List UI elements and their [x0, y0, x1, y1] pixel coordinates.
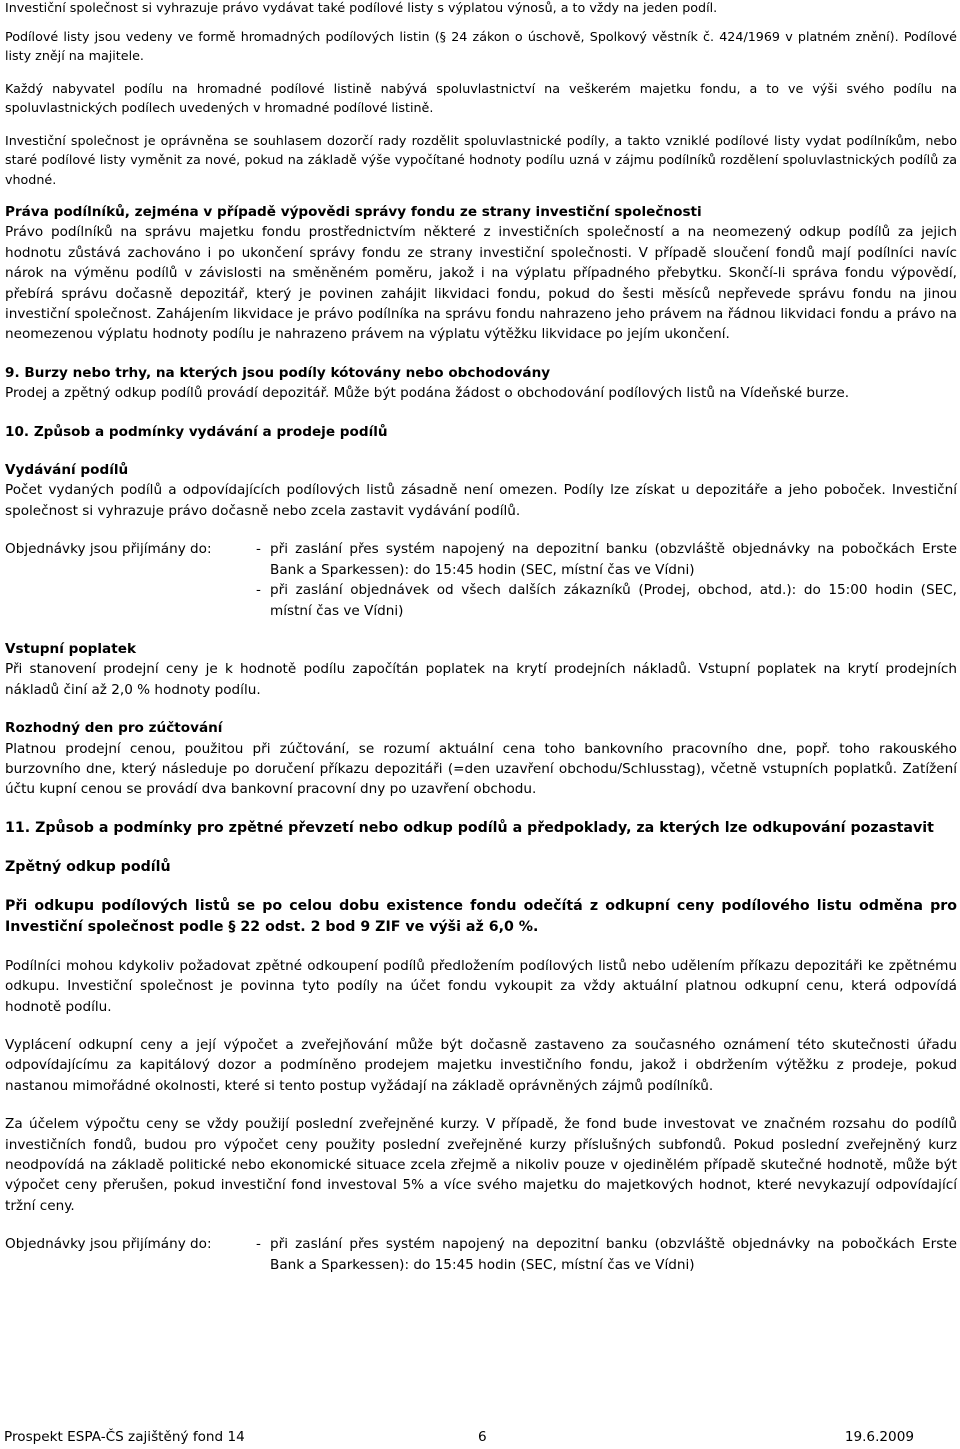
settlement-day-heading: Rozhodný den pro zúčtování [5, 720, 223, 737]
orders-item [256, 539, 957, 580]
intro-paragraph-3: Každý nabyvatel podílu na hromadné podílové listině nabývá spoluvlastnictví na veškerém majetku fondu, a to ve výši svého podílu na spoluvlastnických podílech uvedených v hromadné podílové listině. [5, 80, 957, 115]
orders-item-text: při zaslání objednávek od všech dalších zákazníků (Prodej, obchod, atd.): do 15:00 hodin (SEC, místní čas ve Vídni) [270, 582, 957, 619]
footer-page-number: 6 [478, 1429, 487, 1445]
settlement-day-text: Platnou prodejní cenou, použitou při zúčtování, se rozumí aktuální cena toho bankovního pracovního dne, popř. toho rakouského burzovního dne, který následuje po doručení příkazu depozitáři (=den uzavření obchodu/Schlusstag), včetně vstupních poplatků. Zatížení účtu kupní cenou se provádí dva bankovní pracovní dny po uzavření obchodu. [5, 740, 957, 798]
footer-date: 19.6.2009 [844, 1429, 914, 1445]
entry-fee-text: Při stanovení prodejní ceny je k hodnotě podílu započítán poplatek na krytí prodejních nákladů. Vstupní poplatek na krytí prodejních nákladů činí až 2,0 % hodnoty podílu. [5, 661, 957, 698]
section-9-text: Prodej a zpětný odkup podílů provádí depozitář. Může být podána žádost o obchodování podílových listů na Vídeňské burze. [5, 385, 850, 402]
buyback-paragraph-2: Vyplácení odkupní ceny a její výpočet a zveřejňování může být dočasně zastaveno za současného oznámení této skutečnosti úřadu odpovídajícímu za kapitálový dozor a podmíněno prodejem majetku investičního fondu, jakož i obdržením výtěžku z prodeje, pokud nastanou mimořádné okolnosti, které si tento postup vyžádají na základě oprávněných zájmů podílníků. [5, 1036, 957, 1094]
section-10-heading: 10. Způsob a podmínky vydávání a prodeje podílů [5, 423, 388, 440]
dash-bullet: - [256, 582, 261, 599]
orders-item [256, 580, 957, 621]
issuing-text: Počet vydaných podílů a odpovídajících podílových listů zásadně není omezen. Podíly lze získat u depozitáře a jeho poboček. Investiční společnost si vyhrazuje právo dočasně nebo zcela zastavit vydávání podílů. [5, 482, 957, 519]
orders-list [256, 1234, 957, 1275]
entry-fee-heading: Vstupní poplatek [5, 640, 136, 657]
section-11-heading: 11. Způsob a podmínky pro zpětné převzetí nebo odkup podílů a předpoklady, za kterých lze odkupování pozastavit [5, 819, 934, 836]
intro-paragraph-1: Investiční společnost si vyhrazuje právo vydávat také podílové listy s výplatou výnosů, a to vždy na jeden podíl. [5, 0, 718, 15]
dash-bullet: - [256, 1236, 261, 1253]
document-page [5, 0, 957, 1275]
orders-label: Objednávky jsou přijímány do: [5, 1236, 212, 1253]
footer-document-title: Prospekt ESPA-ČS zajištěný fond 14 [4, 1429, 245, 1445]
buyback-paragraph-1: Podílníci mohou kdykoliv požadovat zpětné odkoupení podílů předložením podílových listů nebo udělením příkazu depozitáři ke zpětnému odkupu. Investiční společnost je povinna tyto podíly na účet fondu vykoupit za vždy aktuální platnou odkupní cenu, která odpovídá hodnotě podílu. [5, 957, 957, 1015]
orders-label: Objednávky jsou přijímány do: [5, 541, 212, 558]
intro-paragraph-4: Investiční společnost je oprávněna se souhlasem dozorčí rady rozdělit spoluvlastnické podíly, a takto vzniklé podílové listy vydat podílníkům, nebo staré podílové listy vyměnit za nové, pokud na základě výše vypočítané hodnoty podílu uzná v zájmu podílníků rozdělení spoluvlastnických podílů za vhodné. [5, 132, 957, 187]
intro-paragraph-2: Podílové listy jsou vedeny ve formě hromadných podílových listin (§ 24 zákon o úschově, Spolkový věstník č. 424/1969 v platném znění). Podílové listy znějí na majitele. [5, 28, 957, 63]
dash-bullet: - [256, 541, 261, 558]
buyback-heading: Zpětný odkup podílů [5, 858, 171, 875]
rights-text: Právo podílníků na správu majetku fondu prostřednictvím některé z investičních společností a na neomezený odkup podílů za jejich hodnotu zůstává zachováno i po ukončení správy fondu ze strany investiční společnosti. V případě sloučení fondů mají podílníci navíc nárok na výměnu podílů v závislosti na směněném poměru, jakož i na výplatu případného přebytku. Skončí-li správa fondu výpovědí, přebírá správu dočasně depozitář, který je povinen zahájit likvidaci fondu, pokud do šesti měsíců nepřevede správu fondu na jinou investiční společnost. Zahájením likvidace je právo podílníka na správu fondu nahrazeno jeho právem na řádnou likvidaci fondu a právo na neomezenou výplatu hodnoty podílu je nahrazeno právem na výplatu výtěžku likvidace po jejím ukončení. [5, 224, 957, 343]
orders-item-text: při zaslání přes systém napojený na depozitní banku (obzvláště objednávky na pobočkách Erste Bank a Sparkessen): do 15:45 hodin (SEC, místní čas ve Vídni) [270, 1236, 957, 1273]
orders-list [256, 539, 957, 621]
buyback-fee-text: Při odkupu podílových listů se po celou dobu existence fondu odečítá z odkupní ceny podílového listu odměna pro Investiční společnost podle § 22 odst. 2 bod 9 ZIF ve výši až 6,0 %. [5, 897, 957, 935]
orders-block-buyback [5, 1234, 957, 1275]
buyback-paragraph-3: Za účelem výpočtu ceny se vždy použijí poslední zveřejněné kurzy. V případě, že fond bude investovat ve značném rozsahu do podílů investičních fondů, budou pro výpočet ceny použity poslední zveřejněné kurzy příslušných subfondů. Pokud poslední zveřejněný kurz neodpovídá na základě politické nebo ekonomické situace zcela zřejmě a nikoliv pouze v ojedinělém případě skutečné hodnotě, může být výpočet ceny přerušen, pokud investiční fond investoval 5% a více svého majetku do majetkových hodnot, které nevykazují odpovídající tržní ceny. [5, 1116, 957, 1214]
issuing-heading: Vydávání podílů [5, 462, 129, 479]
orders-block-issuing [5, 539, 957, 621]
orders-item [256, 1234, 957, 1275]
section-9-heading: 9. Burzy nebo trhy, na kterých jsou podíly kótovány nebo obchodovány [5, 364, 551, 381]
orders-item-text: při zaslání přes systém napojený na depozitní banku (obzvláště objednávky na pobočkách Erste Bank a Sparkessen): do 15:45 hodin (SEC, místní čas ve Vídni) [270, 541, 957, 578]
rights-heading: Práva podílníků, zejména v případě výpovědi správy fondu ze strany investiční společnosti [5, 204, 702, 220]
